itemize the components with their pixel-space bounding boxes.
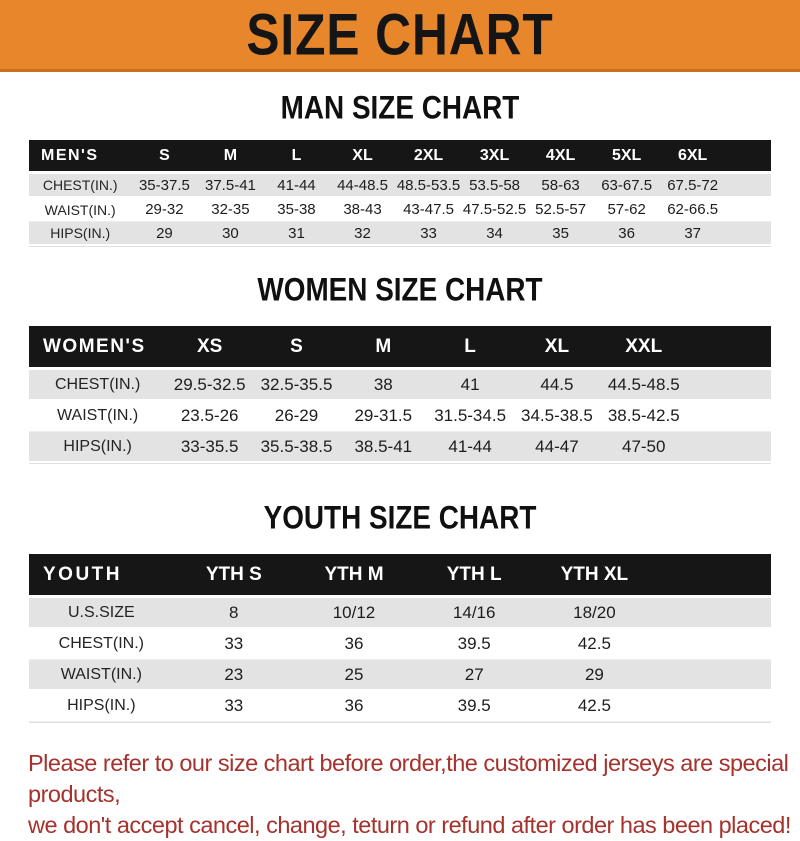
size-value: 38.5-41 (354, 436, 413, 456)
row-label: CHEST(IN.) (42, 177, 118, 193)
size-value: 14/16 (452, 602, 496, 622)
size-value: 37.5-41 (205, 176, 256, 194)
size-value: 27 (464, 664, 484, 684)
youth-table-row (29, 660, 771, 691)
size-value: 47-50 (621, 436, 666, 456)
size-value: 47.5-52.5 (462, 201, 527, 218)
column-header: YTH M (324, 563, 384, 585)
size-value: 44.5-48.5 (607, 374, 680, 394)
size-value: 32-35 (211, 201, 250, 218)
men-table-row (29, 174, 771, 198)
size-value: 67.5-72 (667, 176, 719, 194)
youth-size-table (29, 554, 771, 723)
row-label: WAIST(IN.) (57, 407, 139, 424)
men-table-row (29, 198, 771, 222)
size-value: 31.5-34.5 (434, 406, 507, 425)
size-value: 36 (344, 634, 364, 653)
notice-line-1: Please refer to our size chart before order,the customized jerseys are special products, (28, 750, 789, 807)
size-value: 37 (684, 224, 701, 242)
size-value: 38-43 (343, 201, 382, 218)
size-value: 31 (288, 224, 305, 242)
size-value: 42.5 (577, 634, 611, 653)
women-table-row (29, 401, 771, 432)
size-value: 35.5-38.5 (260, 436, 333, 456)
size-value: 41-44 (277, 176, 316, 194)
size-value: 62-66.5 (667, 201, 719, 218)
column-header: S (290, 335, 303, 357)
column-header: XL (352, 146, 373, 164)
size-value: 34.5-38.5 (521, 406, 593, 425)
size-value: 35-38 (277, 201, 316, 218)
row-label: HIPS(IN.) (67, 697, 136, 714)
column-header: 3XL (479, 146, 510, 164)
size-value: 33-35.5 (180, 436, 239, 456)
men-size-table (29, 140, 771, 247)
size-value: 29 (584, 664, 604, 684)
size-value: 35-37.5 (138, 176, 190, 194)
women-table-row (29, 370, 771, 401)
size-value: 34 (486, 224, 503, 242)
size-value: 38.5-42.5 (607, 406, 680, 425)
size-value: 44-47 (535, 436, 579, 456)
page-title: SIZE CHART (246, 2, 554, 67)
size-value: 44.5 (540, 374, 574, 394)
column-header: XXL (625, 335, 663, 357)
size-value: 33 (420, 224, 437, 242)
size-value: 33 (224, 696, 244, 715)
youth-table-row (29, 598, 771, 629)
size-value: 8 (229, 602, 239, 622)
column-header: XS (196, 335, 223, 357)
size-value: 29 (156, 224, 173, 242)
size-value: 63-67.5 (601, 176, 653, 194)
youth-table-row (29, 629, 771, 660)
men-section (0, 89, 800, 247)
size-value: 36 (618, 224, 635, 242)
size-value: 58-63 (541, 176, 580, 194)
notice-line-2: we don't accept cancel, change, teturn or refund after order has been placed! (28, 812, 791, 838)
men-table-header-row (29, 140, 771, 171)
column-header: L (291, 146, 302, 164)
column-header: 4XL (545, 146, 576, 164)
column-header: S (159, 146, 170, 164)
size-value: 43-47.5 (403, 201, 454, 218)
women-section (0, 271, 800, 464)
size-value: 25 (344, 664, 364, 684)
women-section-heading: WOMEN SIZE CHART (257, 271, 543, 308)
size-value: 39.5 (457, 696, 491, 715)
column-header: 2XL (413, 146, 444, 164)
column-header: YTH S (205, 563, 262, 585)
youth-section-heading: YOUTH SIZE CHART (263, 499, 537, 536)
women-table-header-row (29, 326, 771, 367)
women-table-row (29, 432, 771, 463)
size-value: 42.5 (577, 696, 611, 715)
size-value: 52.5-57 (535, 201, 587, 218)
size-value: 41-44 (448, 436, 492, 456)
size-value: 39.5 (457, 634, 491, 653)
column-header: YTH XL (560, 563, 629, 585)
column-header: XL (544, 335, 570, 357)
youth-table-row (29, 691, 771, 722)
size-value: 35 (552, 224, 569, 242)
size-value: 44-48.5 (337, 176, 388, 194)
row-label: HIPS(IN.) (50, 225, 111, 241)
column-header: M (223, 146, 238, 164)
women-size-table (29, 326, 771, 464)
size-value: 32 (354, 224, 371, 242)
size-value: 10/12 (332, 602, 376, 622)
banner (0, 0, 800, 72)
size-value: 33 (224, 634, 244, 653)
row-label: WAIST(IN.) (44, 201, 116, 218)
youth-table-header-row (29, 554, 771, 595)
size-value: 53.5-58 (469, 176, 520, 194)
size-value: 23 (224, 664, 244, 684)
size-value: 29.5-32.5 (173, 374, 246, 394)
size-value: 41 (460, 374, 480, 394)
men-table-row (29, 222, 771, 246)
row-label: CHEST(IN.) (54, 375, 141, 393)
women-table-title: WOMEN'S (43, 335, 146, 357)
size-value: 48.5-53.5 (396, 176, 461, 194)
size-value: 36 (344, 696, 364, 715)
size-value: 38 (373, 374, 393, 394)
size-value: 30 (222, 224, 239, 242)
youth-table-title: YOUTH (43, 563, 122, 585)
youth-section (0, 499, 800, 723)
men-section-heading: MAN SIZE CHART (280, 89, 520, 126)
size-value: 18/20 (573, 602, 616, 622)
size-value: 29-31.5 (354, 406, 413, 425)
size-value: 57-62 (607, 201, 646, 218)
column-header: 5XL (611, 146, 642, 164)
column-header: L (464, 335, 476, 357)
size-value: 26-29 (274, 406, 319, 425)
column-header: 6XL (677, 146, 708, 164)
men-table-title: MEN'S (41, 146, 99, 164)
row-label: WAIST(IN.) (60, 665, 142, 683)
row-label: U.S.SIZE (68, 603, 135, 621)
row-label: HIPS(IN.) (63, 437, 132, 455)
size-value: 32.5-35.5 (260, 374, 333, 394)
column-header: YTH L (446, 563, 502, 585)
row-label: CHEST(IN.) (58, 635, 144, 652)
size-value: 23.5-26 (180, 406, 239, 425)
size-value: 29-32 (145, 201, 184, 218)
column-header: M (375, 335, 392, 357)
footer-notice (28, 748, 800, 841)
